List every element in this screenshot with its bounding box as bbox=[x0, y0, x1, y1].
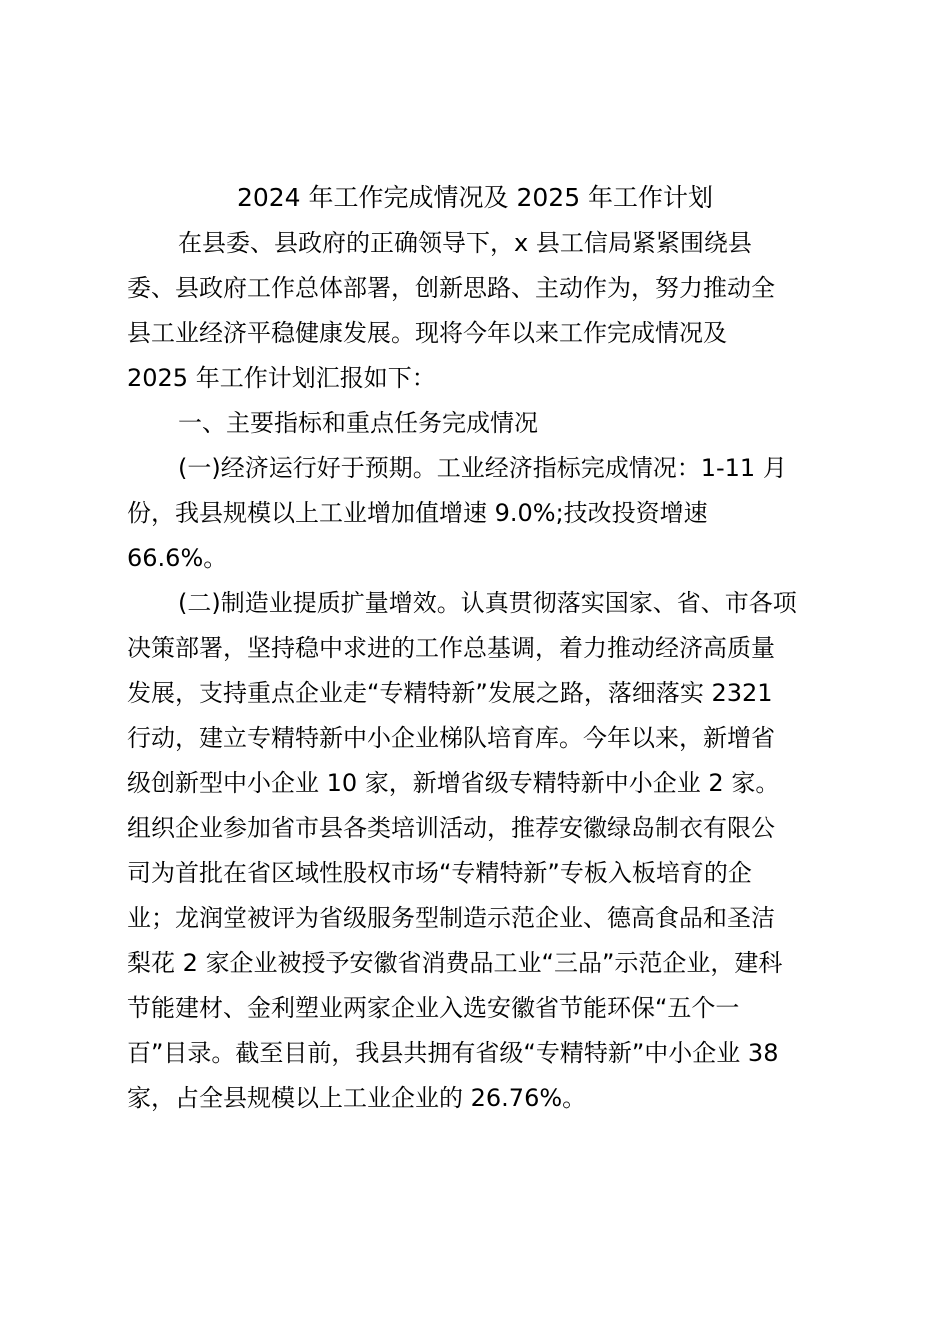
paragraph-line: 行动，建立专精特新中小企业梯队培育库。今年以来，新增省 bbox=[127, 724, 775, 752]
paragraph-line: (一)经济运行好于预期。工业经济指标完成情况：1-11 月 bbox=[178, 454, 787, 482]
paragraph-line: 2025 年工作计划汇报如下： bbox=[127, 364, 436, 392]
paragraph-line: 百”目录。截至目前，我县共拥有省级“专精特新”中小企业 38 bbox=[127, 1039, 779, 1067]
paragraph-line: 委、县政府工作总体部署，创新思路、主动作为，努力推动全 bbox=[127, 274, 775, 302]
paragraph-line: 业；龙润堂被评为省级服务型制造示范企业、德高食品和圣洁 bbox=[127, 904, 775, 932]
paragraph-line: 发展，支持重点企业走“专精特新”发展之路，落细落实 2321 bbox=[127, 679, 773, 707]
paragraph-line: 梨花 2 家企业被授予安徽省消费品工业“三品”示范企业，建科 bbox=[127, 949, 783, 977]
paragraph-line: 在县委、县政府的正确领导下，x 县工信局紧紧围绕县 bbox=[178, 229, 752, 257]
paragraph-line: 组织企业参加省市县各类培训活动，推荐安徽绿岛制衣有限公 bbox=[127, 814, 775, 842]
paragraph-line: 66.6%。 bbox=[127, 544, 228, 572]
paragraph-line: 级创新型中小企业 10 家，新增省级专精特新中小企业 2 家。 bbox=[127, 769, 780, 797]
paragraph-line: 决策部署，坚持稳中求进的工作总基调，着力推动经济高质量 bbox=[127, 634, 775, 662]
paragraph-line: 节能建材、金利塑业两家企业入选安徽省节能环保“五个一 bbox=[127, 994, 740, 1022]
paragraph-line: 份，我县规模以上工业增加值增速 9.0%;技改投资增速 bbox=[127, 499, 708, 527]
paragraph-line: 家，占全县规模以上工业企业的 26.76%。 bbox=[127, 1084, 587, 1112]
section-heading: 一、主要指标和重点任务完成情况 bbox=[178, 409, 538, 437]
paragraph-line: 县工业经济平稳健康发展。现将今年以来工作完成情况及 bbox=[127, 319, 727, 347]
document-title: 2024 年工作完成情况及 2025 年工作计划 bbox=[236, 183, 714, 212]
paragraph-line: 司为首批在省区域性股权市场“专精特新”专板入板培育的企 bbox=[127, 859, 752, 887]
paragraph-line: (二)制造业提质扩量增效。认真贯彻落实国家、省、市各项 bbox=[178, 589, 797, 617]
